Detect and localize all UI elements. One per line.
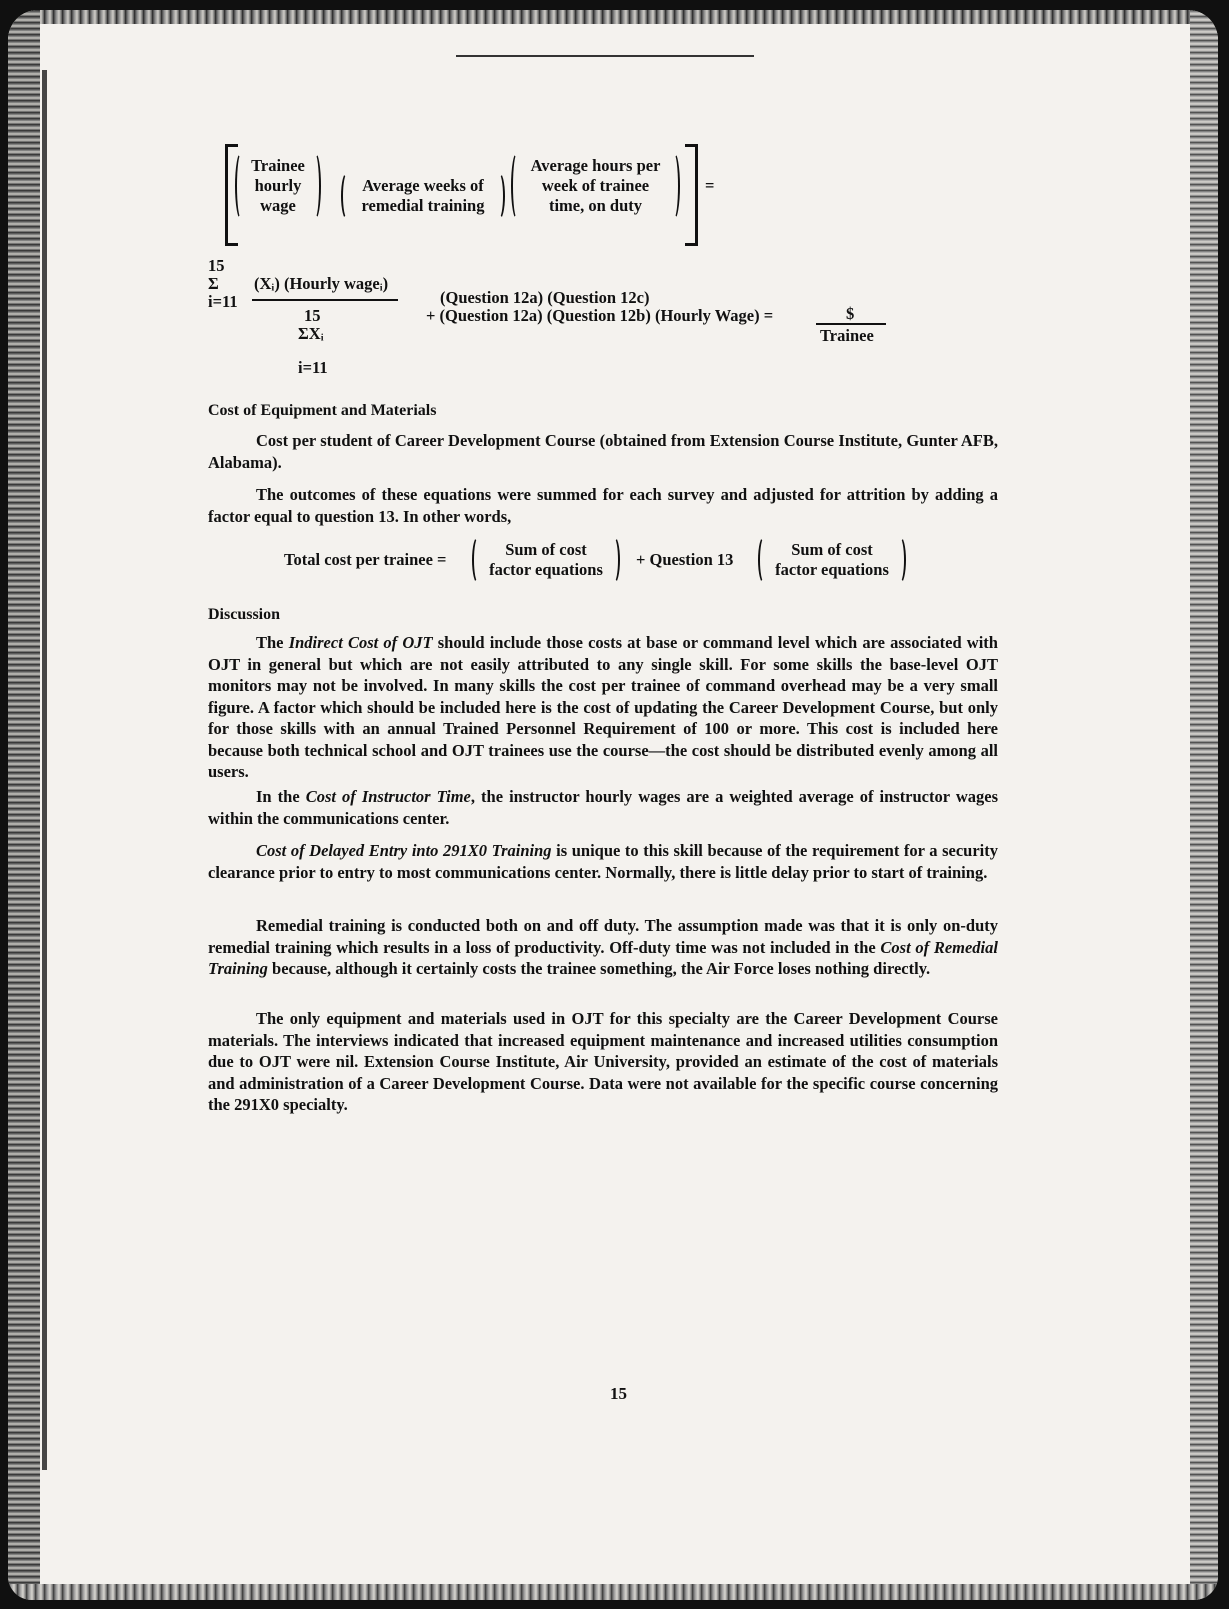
heading-discussion: Discussion <box>208 606 281 623</box>
p2-pre: In the <box>256 787 306 806</box>
page-number: 15 <box>610 1384 627 1403</box>
formula-wage-product <box>225 144 715 240</box>
equals-sign: = <box>705 176 715 195</box>
p3-emphasis: Cost of Delayed Entry into 291X0 Training <box>256 841 552 860</box>
sum-upper-limit: 15 <box>208 256 225 275</box>
paragraph-equipment-1 <box>208 430 998 473</box>
term3-line1: Average hours per <box>530 156 661 175</box>
p3-post: is unique to this skill because of the requirement for a security clearance prior to entry to most communications center. Normally, there is little delay prior to start of training. <box>208 841 998 882</box>
group1-line2: factor equations <box>489 560 603 579</box>
p1-emphasis: Indirect Cost of OJT <box>288 633 433 652</box>
scan-left-edge <box>8 10 40 1600</box>
denominator-sum: ΣXᵢ <box>298 324 324 343</box>
paragraph-discussion-2 <box>208 786 998 829</box>
term3-line3: time, on duty <box>548 196 643 215</box>
term2-line1: Average weeks of <box>362 176 484 195</box>
sum-cost-group-1 <box>484 540 608 580</box>
term-remedial-weeks <box>353 176 493 216</box>
term1-line2: hourly <box>254 176 302 195</box>
sum-symbol: Σ <box>208 274 219 293</box>
paragraph-discussion-1 <box>208 632 998 783</box>
scan-bottom-edge <box>8 1584 1218 1600</box>
p4-post: because, although it certainly costs the trainee something, the Air Force loses nothing directly. <box>267 959 931 978</box>
paragraph-discussion-4 <box>208 915 998 980</box>
fraction-bar <box>252 299 398 301</box>
right-bracket <box>685 144 698 246</box>
p5-text: The only equipment and materials used in OJT for this specialty are the Career Development Course materials. The interviews indicated that increased equipment maintenance and increased utilities consumption due to OJT were nil. Extension Course Institute, Air University, provided an estimate of the cost of materials and administration of a Career Development Course. Data were not available for the specific course concerning the 291X0 specialty. <box>208 1009 998 1114</box>
p1-post: should include those costs at base or command level which are associated with OJT in general but which are not easily attributed to any single skill. For some skills the base-level OJT monitors may not be involved. In many skills the cost per trainee of command overhead may be a very small figure. A factor which should be included here is the cost of updating the Career Development Course, but only for those skills with an annual Trained Personnel Requirement of 100 or more. This cost is included here because both technical school and OJT trainees use the course—the cost should be distributed evenly among all users. <box>208 633 998 781</box>
paragraph-discussion-5 <box>208 1008 998 1116</box>
term2-line2: remedial training <box>361 196 485 215</box>
denominator-upper: 15 <box>304 306 321 325</box>
question13-term: + Question 13 <box>636 550 734 569</box>
result-fraction-bar <box>816 323 886 325</box>
heading-equipment: Cost of Equipment and Materials <box>208 402 437 419</box>
p2-post: , the instructor hourly wages are a weighted average of instructor wages within the communications center. <box>208 787 998 828</box>
formula2-line1: (Question 12a) (Question 12c) <box>440 288 650 307</box>
p4-emphasis: Cost of Remedial Training <box>208 937 998 978</box>
scan-left-rule <box>42 70 47 1470</box>
term-hours-per-week <box>523 156 668 216</box>
p1-pre: The <box>256 633 289 652</box>
result-denominator: Trainee <box>820 326 874 345</box>
term3-line2: week of trainee <box>541 176 650 195</box>
sum-cost-group-2 <box>770 540 894 580</box>
paragraph-discussion-3 <box>208 840 998 883</box>
term1-line3: wage <box>260 196 296 215</box>
p4-pre: Remedial training is conducted both on and off duty. The assumption made was that it is only on-duty remedial training which results in a loss of productivity. Off-duty time was not included in the <box>208 916 998 957</box>
formula2-line2: + (Question 12a) (Question 12b) (Hourly Wage) = <box>426 306 774 325</box>
p2-emphasis: Cost of Instructor Time <box>305 787 471 806</box>
denominator-lower: i=11 <box>298 358 328 377</box>
group2-line2: factor equations <box>775 560 889 579</box>
term1-line1: Trainee <box>251 156 305 175</box>
result-numerator: $ <box>846 304 855 323</box>
sum-lower-limit: i=11 <box>208 292 238 311</box>
group2-line1: Sum of cost <box>791 540 873 559</box>
header-rule <box>456 55 754 57</box>
total-cost-label: Total cost per trainee = <box>284 550 447 569</box>
document-page <box>8 10 1218 1600</box>
group1-line1: Sum of cost <box>505 540 587 559</box>
term-trainee-wage <box>247 156 309 216</box>
paragraph-equipment-2-text: The outcomes of these equations were summed for each survey and adjusted for attrition by adding a factor equal to question 13. In other words, <box>208 485 998 526</box>
paragraph-equipment-2 <box>208 484 998 527</box>
scan-right-edge <box>1190 10 1218 1600</box>
paragraph-equipment-1-text: Cost per student of Career Development Course (obtained from Extension Course Institute, Gunter AFB, Alabama). <box>208 431 998 472</box>
scan-top-edge <box>8 10 1218 24</box>
numerator: (Xᵢ) (Hourly wageᵢ) <box>254 274 389 293</box>
